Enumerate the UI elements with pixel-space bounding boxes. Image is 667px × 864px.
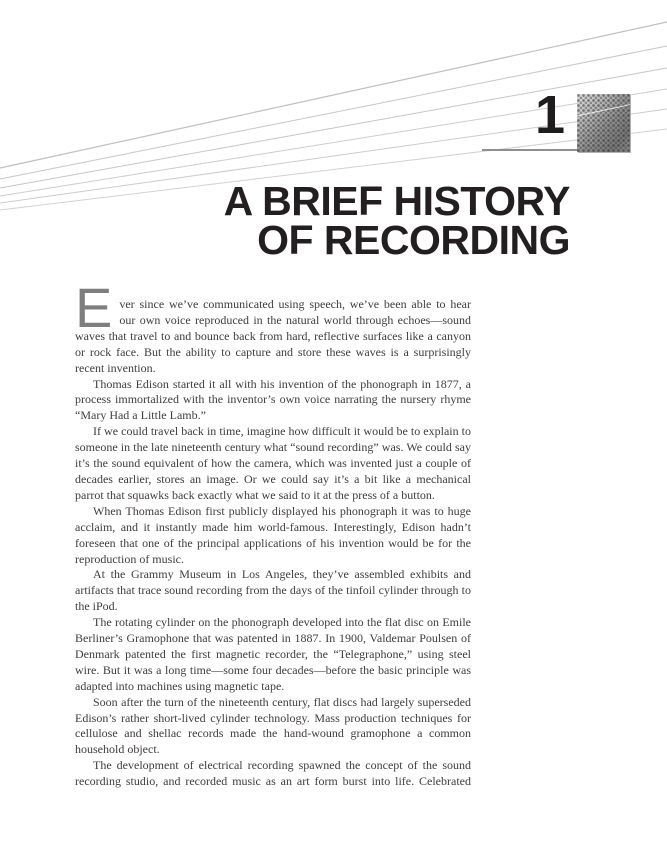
paragraph: If we could travel back in time, imagine how difficult it would be to explain to someone in the late nineteenth century what “sound recording” was. We could say it’s the sound equivalent of how the camera, which was invented just a couple of decades earlier, stores an image. Or we could say it’s a bit like a mechanical parrot that squawks back exactly what we said to it at the press of a button. <box>75 424 471 502</box>
chapter-title-line-1: A BRIEF HISTORY <box>223 178 570 224</box>
chapter-title <box>223 178 570 263</box>
paragraph: At the Grammy Museum in Los Angeles, they’ve assembled exhibits and artifacts that trace sound recording from the days of the tinfoil cylinder through to the iPod. <box>75 567 471 614</box>
microphone-grille-image <box>577 94 630 152</box>
paragraph-text: ver since we’ve communicated using speech, we’ve been able to hear our own voice reproduced in the natural world through echoes—sound waves that travel to and bounce back from hard, reflective surfaces like a canyon or rock face. But the ability to capture and store these waves is a surprisingly recent invention. <box>75 297 471 375</box>
paragraph <box>75 276 471 377</box>
paragraph: Soon after the turn of the nineteenth century, flat discs had largely superseded Edison’s rather short-lived cylinder technology. Mass production techniques for cellulose and shellac records made the hand-wound gramophone a common household object. <box>75 694 471 757</box>
drop-cap: E <box>75 276 113 339</box>
paragraph: When Thomas Edison first publicly displayed his phonograph it was to huge acclaim, and it instantly made him world-famous. Interestingly, Edison hadn’t foreseen that one of the principal applications of his invention would be for the reproduction of music. <box>75 503 471 566</box>
chapter-number: 1 <box>534 85 565 145</box>
paragraph: Thomas Edison started it all with his invention of the phonograph in 1877, a process immortalized with the inventor’s own voice narrating the nursery rhyme “Mary Had a Little Lamb.” <box>75 376 471 423</box>
chapter-title-line-2: OF RECORDING <box>257 217 570 263</box>
body-text <box>75 276 471 790</box>
paragraph: The development of electrical recording spawned the concept of the sound recording studio, and recorded music as an art form burst into life. Celebrated <box>75 758 471 789</box>
paragraph: The rotating cylinder on the phonograph developed into the flat disc on Emile Berliner’s Gramophone that was patented in 1887. In 1900, Valdemar Poulsen of Denmark patented the first magnetic recorder, the “Telegraphone,” using steel wire. But it was a long time—some four decades—before the basic principle was adapted into machines using magnetic tape. <box>75 615 471 693</box>
